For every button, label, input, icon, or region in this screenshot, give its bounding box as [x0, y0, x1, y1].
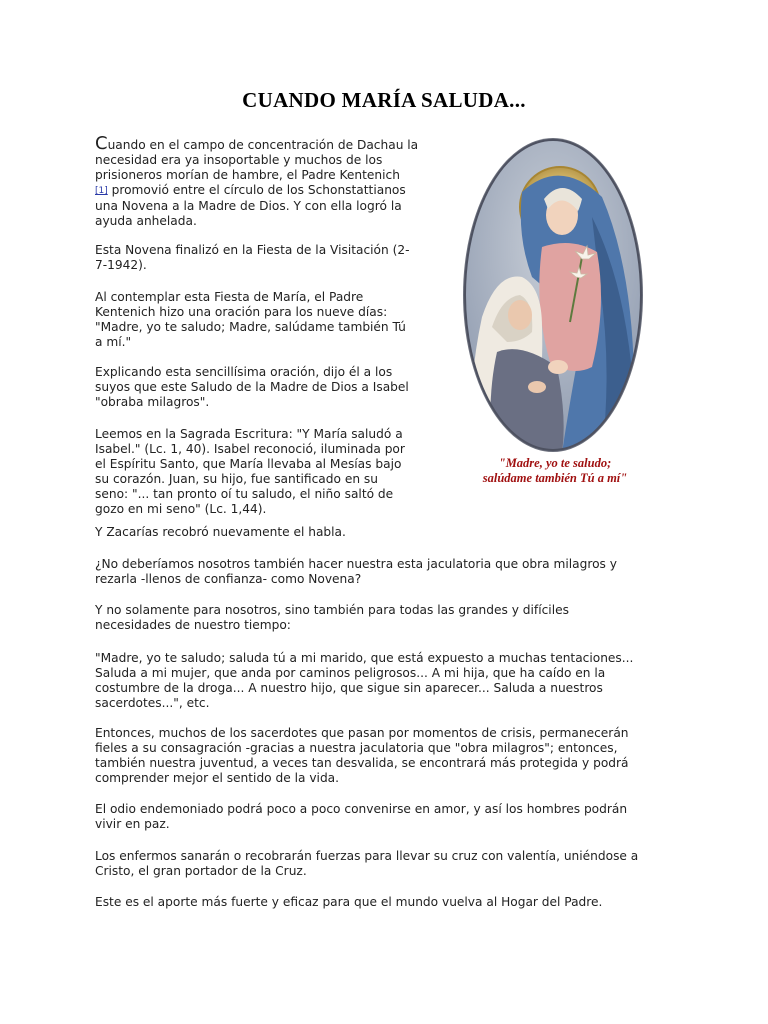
- line: Y Zacarías recobró nuevamente el habla.: [95, 525, 346, 539]
- drop-cap: C: [95, 133, 108, 154]
- paragraph-odio: [95, 802, 680, 832]
- line: sacerdotes...", etc.: [95, 696, 210, 710]
- line: Los enfermos sanarán o recobrarán fuerzas para llevar su cruz con valentía, uniéndose a: [95, 849, 639, 863]
- line: Cristo, el gran portador de la Cruz.: [95, 864, 307, 878]
- paragraph-necesidades: [95, 603, 680, 633]
- intro-line-1: [95, 133, 440, 154]
- paragraph-sacerdotes: [95, 726, 680, 786]
- line: su corazón. Juan, su hijo, fue santificado en su: [95, 472, 378, 486]
- intro-line-4: [95, 183, 440, 199]
- visitation-painting: [462, 137, 644, 453]
- line: rezarla -llenos de confianza- como Novena?: [95, 572, 362, 586]
- intro-paragraph: [95, 133, 440, 229]
- line: a mí.": [95, 335, 132, 349]
- line: Este es el aporte más fuerte y eficaz para que el mundo vuelva al Hogar del Padre.: [95, 895, 603, 909]
- line: "Madre, yo te saludo; saluda tú a mi marido, que está expuesto a muchas tentaciones...: [95, 651, 634, 665]
- line: necesidades de nuestro tiempo:: [95, 618, 291, 632]
- line: gozo en mi seno" (Lc. 1,44).: [95, 502, 267, 516]
- paragraph-jaculatoria: [95, 557, 680, 587]
- intro-line-5: una Novena a la Madre de Dios. Y con ella logró la: [95, 199, 402, 213]
- painting-caption: [465, 456, 645, 486]
- line: Saluda a mi mujer, que anda por caminos peligrosos... A mi hija, que ha caído en la: [95, 666, 606, 680]
- paragraph-novena: [95, 243, 440, 273]
- paragraph-enfermos: [95, 849, 680, 879]
- line: Isabel." (Lc. 1, 40). Isabel reconoció, iluminada por: [95, 442, 405, 456]
- line: ¿No deberíamos nosotros también hacer nuestra esta jaculatoria que obra milagros y: [95, 557, 617, 571]
- caption-line-2: salúdame también Tú a mí": [482, 471, 628, 485]
- line: Entonces, muchos de los sacerdotes que pasan por momentos de crisis, permanecerán: [95, 726, 629, 740]
- line: el Espíritu Santo, que María llevaba al Mesías bajo: [95, 457, 402, 471]
- line: El odio endemoniado podrá poco a poco convenirse en amor, y así los hombres podrán: [95, 802, 628, 816]
- line: Y no solamente para nosotros, sino también para todas las grandes y difíciles: [95, 603, 569, 617]
- footnote-link[interactable]: [1]: [95, 186, 108, 196]
- page-title: CUANDO MARÍA SALUDA...: [242, 88, 526, 112]
- line: también nuestra juventud, a veces tan desvalida, se encontrará más protegida y podrá: [95, 756, 629, 770]
- line: Esta Novena finalizó en la Fiesta de la Visitación (2-: [95, 243, 410, 257]
- intro-line-1-text: uando en el campo de concentración de Dachau la: [107, 138, 419, 152]
- line: "obraba milagros".: [95, 395, 210, 409]
- paragraph-explicando: [95, 365, 440, 410]
- intro-line-2: necesidad era ya insoportable y muchos de los: [95, 153, 383, 167]
- line: seno: "... tan pronto oí tu saludo, el niño saltó de: [95, 487, 394, 501]
- intro-line-4-text: promovió entre el círculo de los Schonstattianos: [107, 183, 406, 197]
- line: 7-1942).: [95, 258, 147, 272]
- line: comprender mejor el sentido de la vida.: [95, 771, 340, 785]
- caption-line-1: "Madre, yo te saludo;: [498, 456, 612, 470]
- paragraph-aporte: [95, 895, 680, 910]
- line: "Madre, yo te saludo; Madre, salúdame también Tú: [95, 320, 406, 334]
- line: costumbre de la droga... A nuestro hijo, que sigue sin aparecer... Saluda a nuestros: [95, 681, 603, 695]
- line: Explicando esta sencillísima oración, dijo él a los: [95, 365, 393, 379]
- paragraph-escritura: [95, 427, 440, 517]
- intro-line-3: prisioneros morían de hambre, el Padre Kentenich: [95, 168, 400, 182]
- paragraph-oracion: [95, 290, 440, 350]
- line: Kentenich hizo una oración para los nueve días:: [95, 305, 388, 319]
- line: Al contemplar esta Fiesta de María, el Padre: [95, 290, 364, 304]
- paragraph-oracion-familia: [95, 651, 680, 711]
- intro-line-6: ayuda anhelada.: [95, 214, 197, 228]
- line: suyos que este Saludo de la Madre de Dios a Isabel: [95, 380, 409, 394]
- line: vivir en paz.: [95, 817, 170, 831]
- paragraph-zacarias: [95, 525, 680, 540]
- line: fieles a su consagración -gracias a nuestra jaculatoria que "obra milagros"; entonces,: [95, 741, 618, 755]
- line: Leemos en la Sagrada Escritura: "Y María saludó a: [95, 427, 403, 441]
